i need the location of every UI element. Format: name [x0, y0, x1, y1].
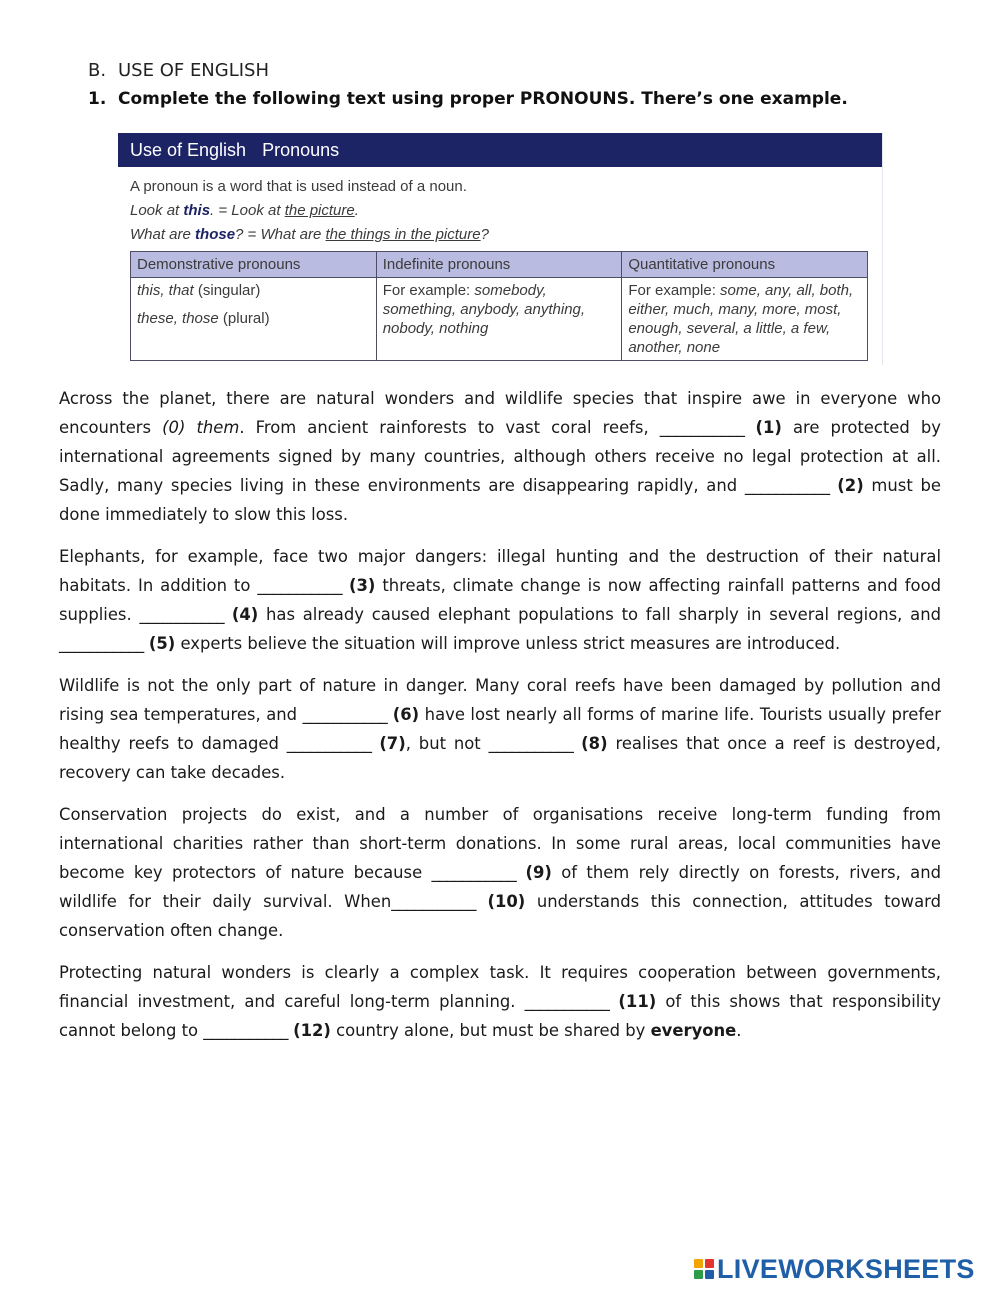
gap-7-blank[interactable]: ___________	[286, 734, 372, 753]
gap-number: (3)	[348, 576, 376, 595]
text-span: Elephants, for example, face two major dangers: illegal hunting and the destruction of their natural habitats. In addition to	[59, 547, 941, 595]
example-text: .	[354, 202, 359, 219]
text-span: . From ancient rainforests to vast coral reefs,	[239, 418, 660, 437]
text-span: have lost nearly all forms of marine life. Tourists usually prefer healthy reefs to damaged	[59, 705, 941, 753]
liveworksheets-logo	[694, 1254, 975, 1284]
text-span: has already caused elephant populations to fall sharply in several regions, and	[258, 605, 941, 624]
example-text: Look at	[130, 202, 184, 219]
exercise-text	[59, 384, 941, 1058]
grammar-reference-box	[118, 133, 883, 365]
text-span: threats, climate change is now affecting rainfall patterns and food supplies.	[59, 576, 942, 624]
text-span: are protected by international agreements signed by many countries, although others receive no legal protection at all. Sadly, many species living in these environments are disappearing rapidly, and	[59, 418, 941, 495]
pronoun-note: (plural)	[218, 310, 270, 327]
demonstrative-singular	[137, 281, 370, 300]
header-quantitative: Quantitative pronouns	[622, 252, 868, 278]
gap-number: (6)	[392, 705, 420, 724]
example-prefix: For example:	[628, 282, 721, 299]
table-header-row	[131, 252, 868, 278]
pronoun-words: this, that	[137, 282, 194, 299]
gap-number: (2)	[837, 476, 864, 495]
grammar-box-title: Use of English	[130, 140, 247, 160]
cell-demonstrative	[131, 278, 377, 361]
task-number: 1.	[88, 89, 107, 109]
gap-11-blank[interactable]: ___________	[524, 992, 610, 1011]
gap-12-blank[interactable]: ___________	[203, 1021, 288, 1040]
brand-mark-icon	[694, 1259, 714, 1279]
example-noun: the things in the picture	[325, 226, 481, 243]
gap-number: (7)	[379, 734, 406, 753]
gap-8-blank[interactable]: ___________	[488, 734, 574, 753]
text-span: , but not	[405, 734, 489, 753]
pronoun-types-table	[130, 251, 868, 361]
gap-5-blank[interactable]: ___________	[59, 634, 144, 653]
brand-mark-square	[694, 1259, 703, 1268]
example-text: ? = What are	[235, 226, 326, 243]
text-span: must be done immediately to slow this loss.	[59, 476, 941, 524]
example-pronoun: those	[195, 226, 236, 243]
definition-line: A pronoun is a word that is used instead of a noun.	[130, 178, 467, 195]
text-span: Wildlife is not the only part of nature in danger. Many coral reefs have been damaged by pollution and rising sea temperatures, and	[59, 676, 941, 724]
text-span: .	[736, 1021, 742, 1040]
gap-1-blank[interactable]: ___________	[659, 418, 745, 437]
header-indefinite: Indefinite pronouns	[376, 252, 622, 278]
gap-10-blank[interactable]: ___________	[391, 892, 476, 911]
gap-number: (8)	[581, 734, 608, 753]
text-span: understands this connection, attitudes toward conservation often change.	[59, 892, 941, 940]
brand-name: LIVEWORKSHEETS	[717, 1253, 975, 1284]
brand-mark-square	[705, 1270, 714, 1279]
gap-9-blank[interactable]: ___________	[431, 863, 517, 882]
text-span: realises that once a reef is destroyed, recovery can take decades.	[59, 734, 942, 782]
gap-number: (11)	[618, 992, 657, 1011]
example-answer: (0) them	[162, 418, 240, 437]
demonstrative-plural	[137, 309, 370, 328]
bold-word: everyone	[650, 1021, 737, 1040]
text-span: of this shows that responsibility cannot belong to	[59, 992, 941, 1040]
brand-mark-square	[705, 1259, 714, 1268]
example-line-1	[130, 199, 882, 223]
grammar-explanation	[118, 167, 882, 247]
gap-3-blank[interactable]: ___________	[257, 576, 343, 595]
pronoun-note: (singular)	[193, 282, 261, 299]
paragraph-2	[59, 542, 941, 658]
paragraph-4	[59, 800, 941, 945]
example-text: ?	[480, 226, 489, 243]
task-text: Complete the following text using proper PRONOUNS. There’s one example.	[118, 89, 848, 109]
gap-6-blank[interactable]: ___________	[302, 705, 388, 724]
gap-number: (12)	[293, 1021, 331, 1040]
table-row	[131, 278, 868, 361]
paragraph-5	[59, 958, 941, 1045]
text-span: Protecting natural wonders is clearly a complex task. It requires cooperation between governments, financial investment, and careful long-term planning.	[59, 963, 941, 1011]
example-text: What are	[130, 226, 196, 243]
text-span: experts believe the situation will improve unless strict measures are introduced.	[175, 634, 841, 653]
grammar-box-topic: Pronouns	[262, 140, 340, 160]
example-text: . = Look at	[210, 202, 285, 219]
gap-4-blank[interactable]: ___________	[139, 605, 225, 624]
task-instruction	[88, 89, 848, 109]
pronoun-words: somebody, something, anybody, anything, nobody, nothing	[382, 282, 586, 337]
example-pronoun: this	[183, 202, 211, 219]
paragraph-3	[59, 671, 941, 787]
section-letter: B.	[88, 60, 107, 81]
section-title: USE OF ENGLISH	[118, 60, 270, 81]
paragraph-1	[59, 384, 941, 529]
text-span: Conservation projects do exist, and a number of organisations receive long-term funding from international charities rather than short-term donations. In some rural areas, local communities have become key protectors of nature because	[59, 805, 941, 882]
text-span: of them rely directly on forests, rivers, and wildlife for their daily survival. When	[59, 863, 941, 911]
gap-number: (4)	[231, 605, 259, 624]
pronoun-words: some, any, all, both, either, much, many, more, most, enough, several, a little, a few, another, none	[628, 282, 854, 356]
cell-indefinite	[376, 278, 622, 361]
brand-mark-square	[694, 1270, 703, 1279]
example-line-2	[130, 223, 882, 247]
example-noun: the picture	[284, 202, 355, 219]
example-prefix: For example:	[382, 282, 475, 299]
header-demonstrative: Demonstrative pronouns	[131, 252, 377, 278]
grammar-box-header	[118, 133, 882, 167]
cell-quantitative	[622, 278, 868, 361]
gap-number: (5)	[148, 634, 176, 653]
text-span: Across the planet, there are natural wonders and wildlife species that inspire awe in everyone who encounters	[59, 389, 941, 437]
gap-number: (1)	[755, 418, 782, 437]
gap-2-blank[interactable]: ___________	[744, 476, 830, 495]
pronoun-words: these, those	[137, 310, 219, 327]
text-span: country alone, but must be shared by	[330, 1021, 651, 1040]
gap-number: (9)	[525, 863, 552, 882]
gap-number: (10)	[487, 892, 526, 911]
section-heading	[88, 60, 269, 81]
